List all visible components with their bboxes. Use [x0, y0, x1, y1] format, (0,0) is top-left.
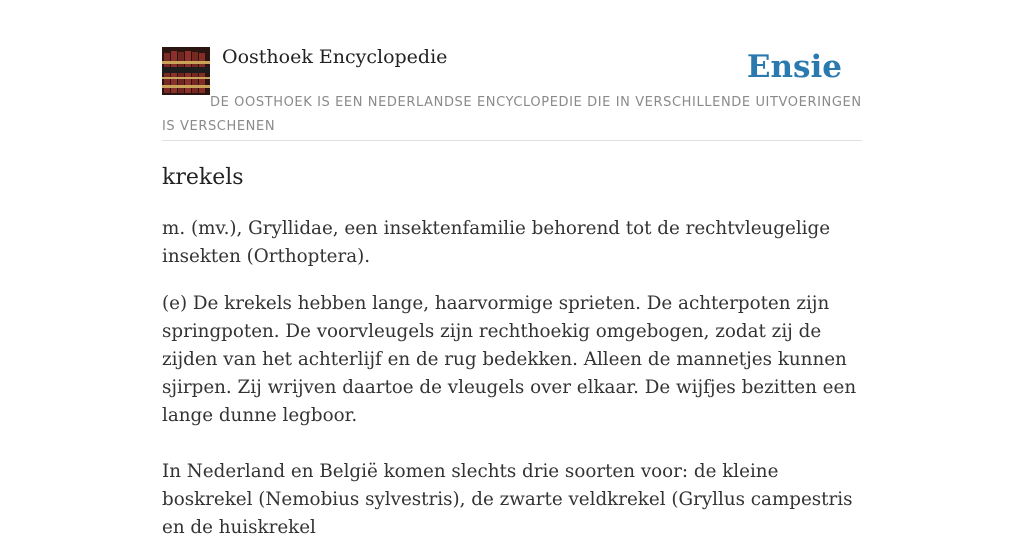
description-paragraph: (e) De krekels hebben lange, haarvormige sprieten. De achterpoten zijn springpoten. De voorvleugels zijn rechthoekig omgebogen, zodat zij de zijden van het achterlijf en de rug bedekken. Alleen de mannetjes kunnen sjirpen. Zij wrijven daartoe de vleugels over elkaar. De wijfjes bezitten een lange dunne legboor. [162, 293, 857, 426]
ensie-logo-link[interactable]: Ensie [746, 49, 842, 85]
site-tagline: DE OOSTHOEK IS EEN NEDERLANDSE ENCYCLOPEDIE DIE IN VERSCHILLENDE UITVOERINGEN IS VERSCHENEN [162, 95, 862, 134]
site-header [162, 40, 862, 141]
distribution-paragraph: In Nederland en België komen slechts drie soorten voor: de kleine boskrekel (Nemobius sylvestris), de zwarte veldkrekel (Gryllus campestris en de huiskrekel [162, 461, 853, 538]
encyclopedia-avatar[interactable] [162, 47, 210, 95]
site-name[interactable]: Oosthoek Encyclopedie [222, 46, 448, 68]
article-title: krekels [162, 165, 244, 190]
article-content [162, 162, 867, 542]
definition-paragraph: m. (mv.), Gryllidae, een insektenfamilie behorend tot de rechtvleugelige insekten (Orthoptera). [162, 218, 831, 267]
